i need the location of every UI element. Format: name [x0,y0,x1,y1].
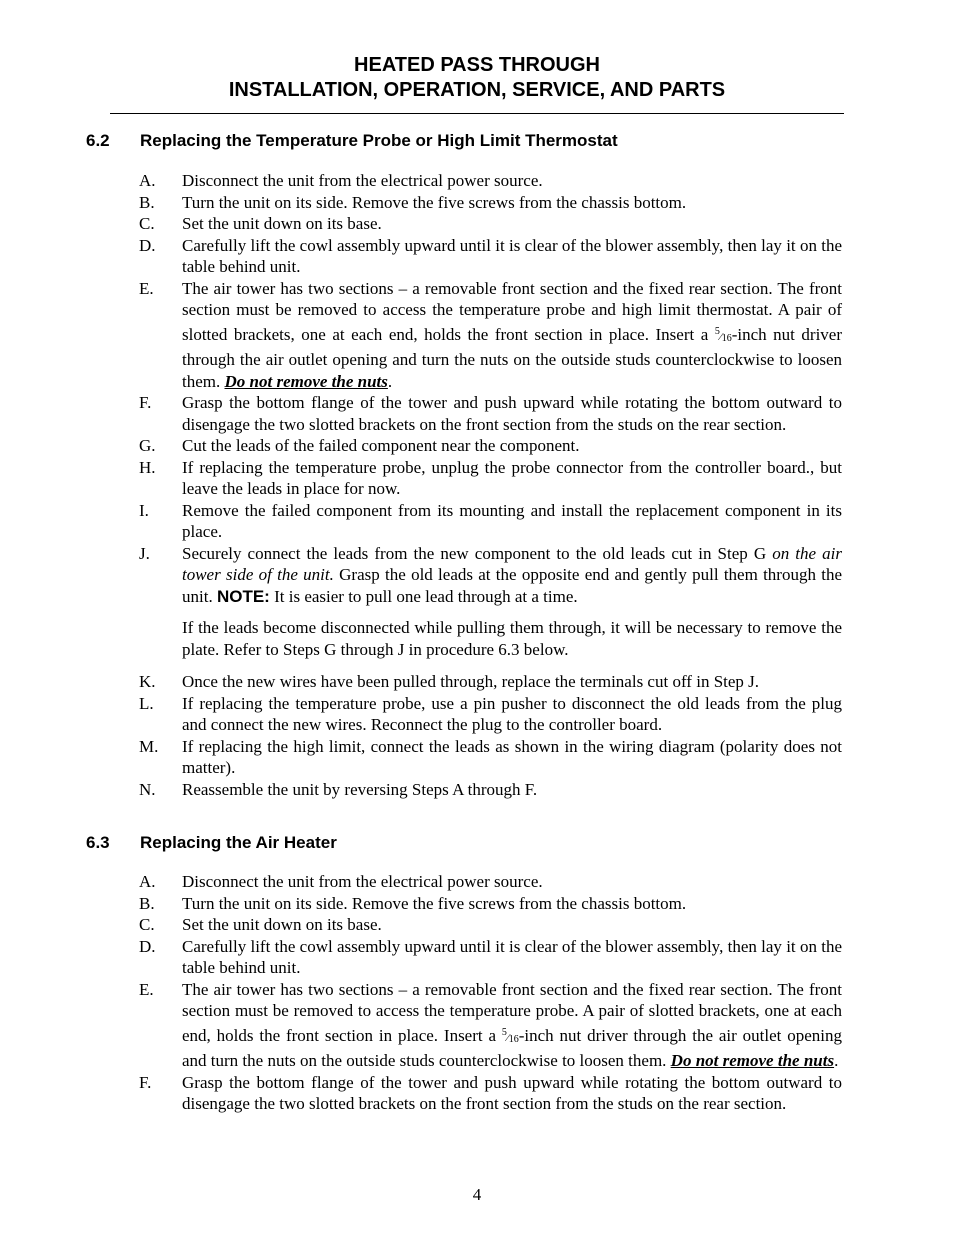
step-text: Remove the failed component from its mounting and install the replacement component in its place. [182,500,842,541]
header-title-line-1: HEATED PASS THROUGH [354,54,600,76]
step-f [139,392,842,435]
step-text: Once the new wires have been pulled through, replace the terminals cut off in Step J. [182,672,760,691]
step-g [139,435,842,457]
step-text: . [387,371,393,391]
fraction: $^5⁄_{16}$ [501,1026,519,1045]
step-letter: A. [139,171,156,190]
fraction-numerator: 5 [714,325,720,337]
step-text: Set the unit down on its base. [182,915,382,934]
step-text: -inch nut driver through the air outlet opening and turn the nuts on the outside studs counterclockwise to loosen them. [182,324,842,391]
step-letter: E. [139,278,154,298]
step-c [139,914,842,936]
step-letter: M. [139,736,159,756]
step-n [139,779,842,801]
note-label: NOTE: [216,586,270,606]
step-text: It is easier to pull one lead through at a time. [269,586,578,606]
step-e [139,278,842,393]
step-text: Turn the unit on its side. Remove the five screws from the chassis bottom. [182,893,687,913]
header-title-line-2: INSTALLATION, OPERATION, SERVICE, AND PARTS [228,79,726,101]
step-text: Grasp the bottom flange of the tower and push upward while rotating the bottom outward to disengage the two slotted brackets on the front section from the studs on the rear section. [182,1072,842,1113]
step-letter: G. [139,436,156,455]
section-title: Replacing the Air Heater [140,833,337,852]
steps-list-6-2 [139,170,842,800]
step-letter: K. [139,672,156,691]
step-e [139,979,842,1072]
step-l [139,693,842,736]
fraction: $^5⁄_{16}$ [714,325,732,344]
step-text: Grasp the old leads at the opposite end and gently pull them through the unit. [182,565,843,606]
page-header [0,53,954,103]
section-heading-6-2 [86,130,618,152]
note-paragraph: If the leads become disconnected while pulling them through, it will be necessary to remove the plate. Refer to Steps G through J in procedure 6.3 below. [182,618,842,659]
step-m [139,736,842,779]
step-d [139,936,842,979]
step-text: The air tower has two sections – a removable front section and the fixed rear section. The front section must be removed to access the temperature probe and high limit thermostat. A pair of slotted brackets, one at each end, holds the front section in place. Insert a [182,278,842,344]
step-text: If replacing the temperature probe, unplug the probe connector from the controller board., but leave the leads in place for now. [182,457,842,498]
step-text: Reassemble the unit by reversing Steps A through F. [182,779,538,799]
step-letter: B. [139,192,155,212]
section-title: Replacing the Temperature Probe or High Limit Thermostat [140,131,618,150]
step-text: Turn the unit on its side. Remove the five screws from the chassis bottom. [182,192,687,212]
step-text: If replacing the temperature probe, use a pin pusher to disconnect the old leads from the plug and connect the new wires. Reconnect the plug to the controller board. [182,693,842,734]
warning-text: Do not remove the nuts [224,371,388,391]
section-number: 6.2 [86,131,110,150]
step-letter: F. [139,1072,152,1092]
step-j [139,543,842,661]
step-letter: F. [139,393,152,412]
fraction-denominator: 16 [508,1033,519,1045]
step-text: Cut the leads of the failed component near the component. [182,436,580,455]
step-letter: J. [139,543,150,563]
step-d [139,235,842,278]
step-letter: D. [139,936,156,956]
header-divider [110,113,844,114]
page-number: 4 [472,1185,482,1204]
step-k [139,671,842,693]
step-italic-text: on the air tower side of the unit. [182,543,842,584]
step-b [139,192,842,214]
step-b [139,893,842,915]
step-letter: E. [139,979,154,999]
step-i [139,500,842,543]
step-c [139,213,842,235]
warning-text: Do not remove the nuts [670,1051,835,1070]
step-letter: B. [139,893,155,913]
section-heading-6-3 [86,832,337,854]
step-text: . [834,1051,839,1070]
step-f [139,1072,842,1115]
step-text: Carefully lift the cowl assembly upward until it is clear of the blower assembly, then lay it on the table behind unit. [182,235,842,276]
section-number: 6.3 [86,833,110,852]
step-letter: I. [139,500,149,520]
step-text: If replacing the high limit, connect the leads as shown in the wiring diagram (polarity does not matter). [182,736,842,777]
step-text: Disconnect the unit from the electrical power source. [182,171,543,190]
step-h [139,457,842,500]
step-text: Securely connect the leads from the new component to the old leads cut in Step G [182,543,773,563]
step-text: Disconnect the unit from the electrical power source. [182,872,543,891]
step-letter: N. [139,779,156,799]
step-text: -inch nut driver through the air outlet opening and turn the nuts on the outside studs counterclockwise to loosen them. [182,1025,843,1070]
step-letter: H. [139,457,156,477]
step-text: The air tower has two sections – a removable front section and the fixed rear section. The front section must be removed to access the temperature probe. A pair of slotted brackets, one at each end, holds the front section in place. Insert a [182,979,842,1045]
step-letter: A. [139,872,156,891]
fraction-denominator: 16 [721,332,732,344]
step-text: Grasp the bottom flange of the tower and push upward while rotating the bottom outward to disengage the two slotted brackets on the front section from the studs on the rear section. [182,393,842,434]
step-a [139,170,842,192]
step-letter: L. [139,693,154,713]
fraction-numerator: 5 [501,1026,507,1038]
step-a [139,871,842,893]
step-letter: C. [139,214,155,233]
step-text: Set the unit down on its base. [182,214,382,233]
step-letter: C. [139,915,155,934]
steps-list-6-3 [139,871,842,1115]
step-text: Carefully lift the cowl assembly upward until it is clear of the blower assembly, then lay it on the table behind unit. [182,936,842,977]
step-letter: D. [139,235,156,255]
